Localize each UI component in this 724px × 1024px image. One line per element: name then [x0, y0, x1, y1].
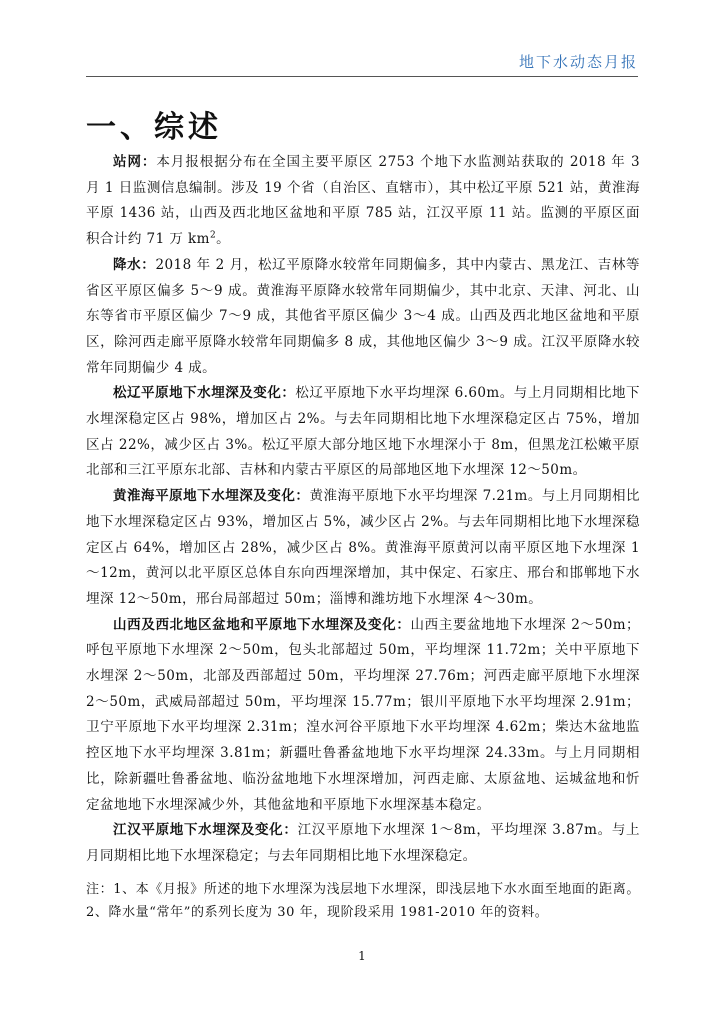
- report-body: [86, 150, 640, 870]
- paragraph-station-network: [86, 150, 640, 253]
- paragraph-huanghuaihai: [86, 484, 640, 613]
- footnote: 注：1、本《月报》所述的地下水埋深为浅层地下水埋深，即浅层地下水水面至地面的距离。 2、降水量“常年”的系列长度为 30 年，现阶段采用 1981-2010 年的资料。: [86, 882, 640, 920]
- paragraph-lead: 江汉平原地下水埋深及变化：: [113, 822, 298, 839]
- paragraph-tail: 。: [216, 231, 231, 248]
- paragraph-text: 黄淮海平原地下水平均埋深 7.21m。与上月同期相比地下水埋深稳定区占 93%，增加区占 5%，减少区占 2%。与去年同期相比地下水埋深稳定区占 64%，增加区占 28%，减少区占 8%。黄淮海平原黄河以南平原区地下水埋深 1～12m，黄河以北平原区总体自东向西埋深增加，其中保定、石家庄、邢台和邯郸地下水埋深 12～50m，邢台局部超过 50m；淄博和潍坊地下水埋深 4～30m。: [86, 488, 640, 607]
- section-heading: 一、综述: [86, 110, 222, 145]
- paragraph-precipitation: [86, 253, 640, 382]
- paragraph-lead: 黄淮海平原地下水埋深及变化：: [113, 488, 310, 505]
- paragraph-lead: 山西及西北地区盆地和平原地下水埋深及变化：: [113, 616, 411, 633]
- report-header-title: 地下水动态月报: [518, 53, 638, 71]
- area-unit-superscript: 2: [209, 230, 217, 241]
- paragraph-text: 山西主要盆地地下水埋深 2～50m；呼包平原地下水埋深 2～50m，包头北部超过 50m，平均埋深 11.72m；关中平原地下水埋深 2～50m，北部及西部超过 50m，平均埋深 27.76m；河西走廊平原地下水埋深 2～50m，武威局部超过 50m，平均埋深 15.77m；银川平原地下水平均埋深 2.91m；卫宁平原地下水平均埋深 2.31m；湟水河谷平原地下水平均埋深 4.62m；柴达木盆地监控区地下水平均埋深 3.81m；新疆吐鲁番盆地地下水平均埋深 24.33m。与上月同期相比，除新疆吐鲁番盆地、临汾盆地地下水埋深增加，河西走廊、太原盆地、运城盆地和忻定盆地地下水埋深减少外，其他盆地和平原地下水埋深基本稳定。: [86, 616, 640, 813]
- paragraph-lead: 松辽平原地下水埋深及变化：: [113, 385, 296, 402]
- paragraph-lead: 降水：: [113, 256, 156, 273]
- paragraph-text: 本月报根据分布在全国主要平原区 2753 个地下水监测站获取的 2018 年 3 月 1 日监测信息编制。涉及 19 个省（自治区、直辖市），其中松辽平原 521 站，黄淮海平原 1436 站，山西及西北地区盆地和平原 785 站，江汉平原 11 站。监测的平原区面积合计约 71 万 km: [86, 154, 640, 248]
- header-rule: [86, 76, 638, 77]
- paragraph-text: 2018 年 2 月，松辽平原降水较常年同期偏多，其中内蒙古、黑龙江、吉林等省区平原区偏多 5～9 成。黄淮海平原降水较常年同期偏少，其中北京、天津、河北、山东等省市平原区偏少 7～9 成，其他省平原区偏少 3～4 成。山西及西北地区盆地和平原区，除河西走廊平原降水较常年同期偏多 8 成，其他地区偏少 3～9 成。江汉平原降水较常年同期偏少 4 成。: [86, 256, 640, 376]
- paragraph-text: 江汉平原地下水埋深 1～8m，平均埋深 3.87m。与上月同期相比地下水埋深稳定；与去年同期相比地下水埋深稳定。: [86, 822, 640, 864]
- paragraph-lead: 站网：: [113, 154, 157, 170]
- paragraph-text: 松辽平原地下水平均埋深 6.60m。与上月同期相比地下水埋深稳定区占 98%，增加区占 2%。与去年同期相比地下水埋深稳定区占 75%，增加区占 22%，减少区占 3%。松辽平原大部分地区地下水埋深小于 8m，但黑龙江松嫩平原北部和三江平原东北部、吉林和内蒙古平原区的局部地区地下水埋深 12～50m。: [86, 385, 640, 479]
- paragraph-jianghan: [86, 818, 640, 869]
- paragraph-songliao: [86, 381, 640, 484]
- page-number: 1: [358, 949, 366, 963]
- paragraph-shanxi-northwest: [86, 613, 640, 819]
